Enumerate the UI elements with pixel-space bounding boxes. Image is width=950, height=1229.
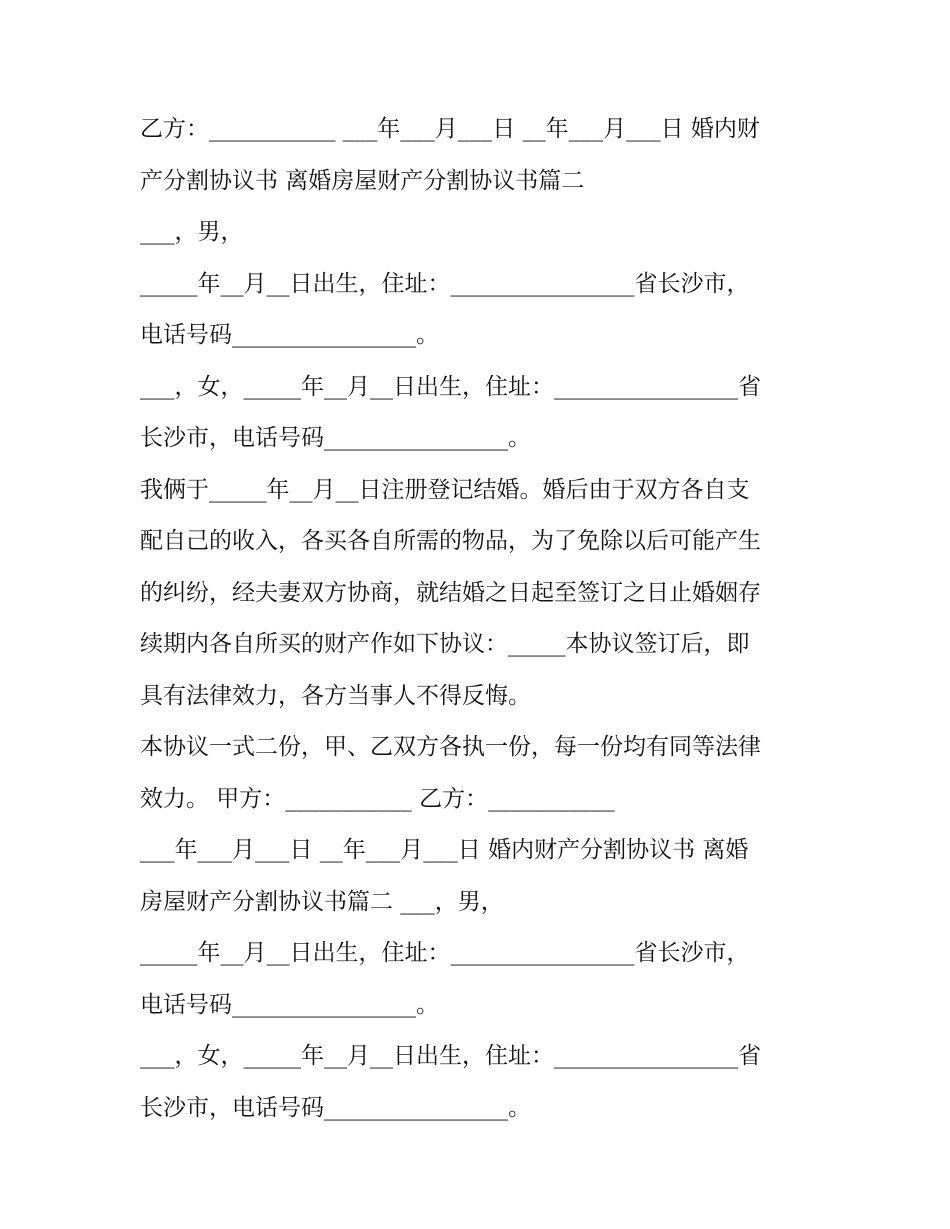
text-line: 电话号码________________。 [140,991,439,1018]
text-line: 配自己的收入，各买各自所需的物品，为了免除以后可能产生 [140,528,761,554]
document-body [140,104,820,1134]
text-line: 电话号码________________。 [140,322,439,348]
text-line: 效力。 甲方：___________ 乙方：___________ [140,785,615,812]
text-line: ___，男， [140,219,244,245]
text-line: 产分割协议书 离婚房屋财产分割协议书篇二 [140,167,585,194]
text-line: ___，女，_____年__月__日出生，住址：________________省 [140,1043,761,1069]
text-line: _____年__月__日出生，住址：________________省长沙市， [140,940,750,966]
text-line: ___，女，_____年__月__日出生，住址：________________省 [140,373,761,400]
text-line: 乙方：___________ ___年___月___日 __年___月___日 婚内财 [140,116,760,142]
text-line: 房屋财产分割协议书篇二 ___，男， [140,888,504,915]
text-line: _____年__月__日出生，住址：________________省长沙市， [140,270,750,297]
text-line: 续期内各自所买的财产作如下协议：_____本协议签订后，即 [140,631,750,657]
text-line: 我俩于_____年__月__日注册登记结婚。婚后由于双方各自支 [140,476,750,503]
text-line: 的纠纷，经夫妻双方协商，就结婚之日起至签订之日止婚姻存 [140,579,761,606]
text-line: 本协议一式二份，甲、乙双方各执一份，每一份均有同等法律 [140,734,761,760]
text-line: ___年___月___日 __年___月___日 婚内财产分割协议书 离婚 [140,837,749,863]
text-line: 长沙市，电话号码________________。 [140,425,531,451]
text-line: 长沙市，电话号码________________。 [140,1094,531,1121]
text-line: 具有法律效力，各方当事人不得反悔。 [140,682,531,709]
